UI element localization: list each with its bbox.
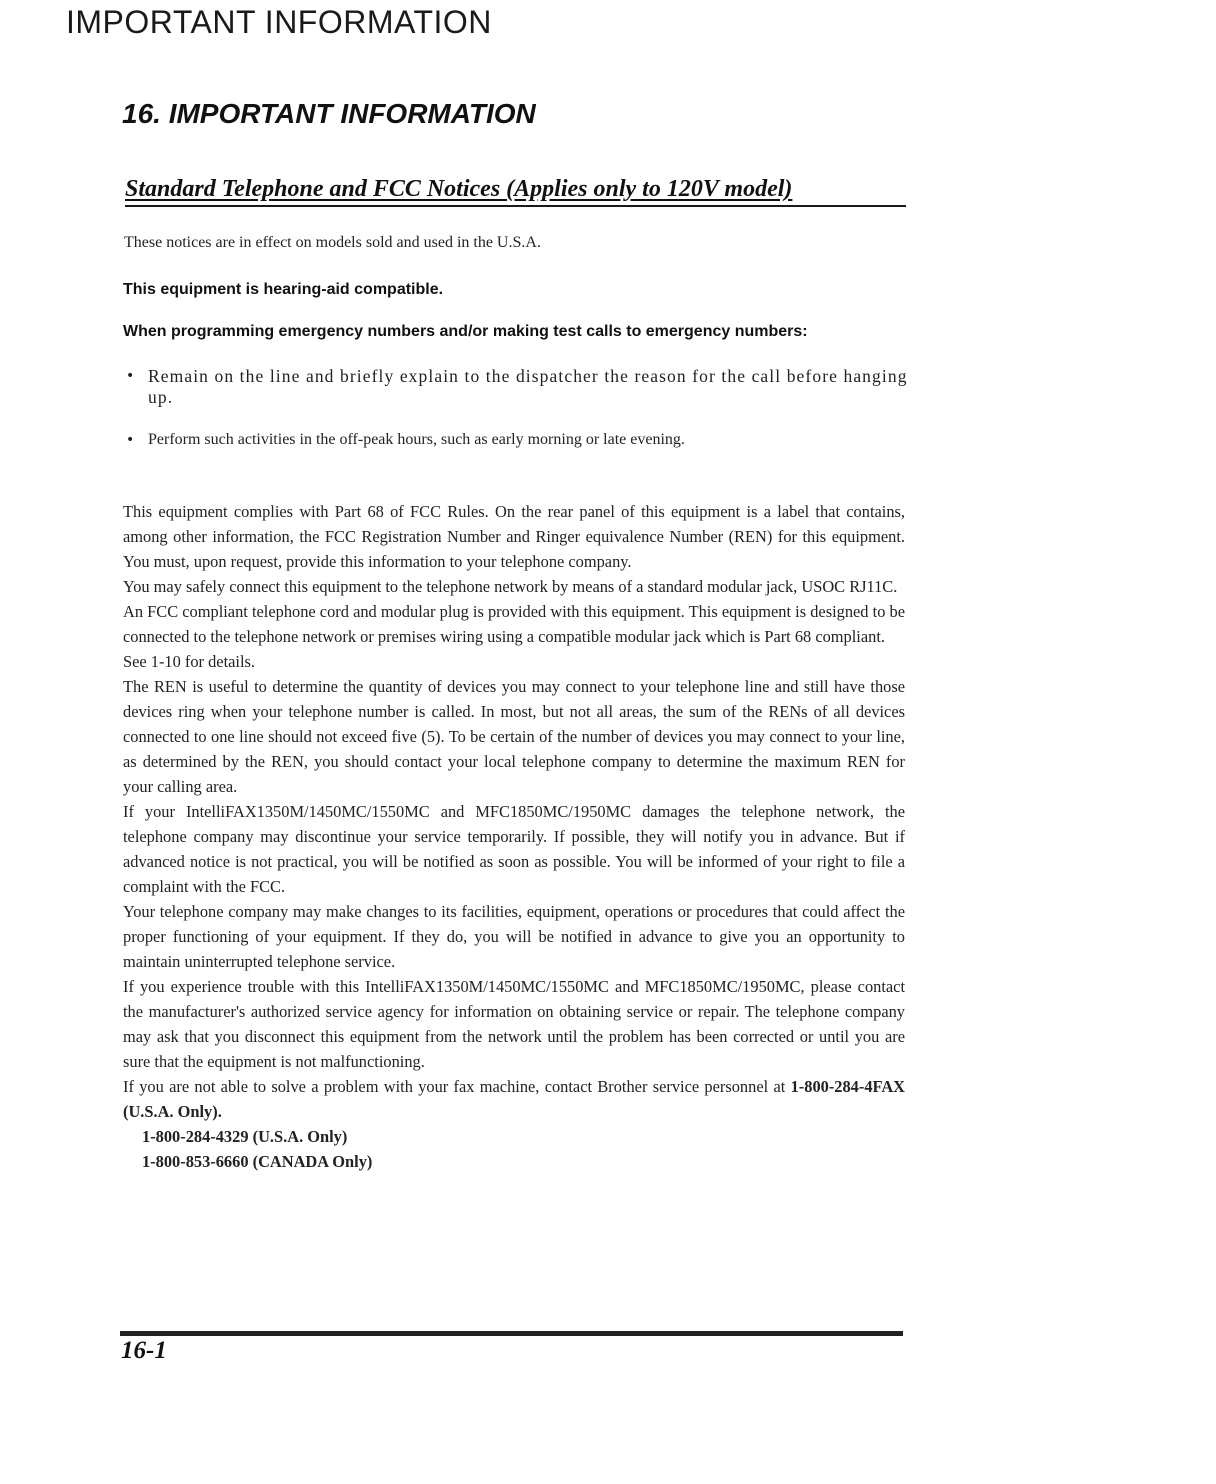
phone-number: 1-800-284-4FAX (U.S.A. Only). [123, 1077, 905, 1121]
fcc-body-text [123, 499, 905, 1174]
paragraph-see-details: See 1-10 for details. [123, 652, 255, 671]
bullet-text: Remain on the line and briefly explain to the dispatcher the reason for the call before hanging up. [148, 366, 908, 407]
section-title: Standard Telephone and FCC Notices (Applies only to 120V model) [125, 176, 906, 207]
paragraph-trouble: If you experience trouble with this IntelliFAX1350M/1450MC/1550MC and MFC1850MC/1950MC, please contact the manufacturer's authorized service agency for information on obtaining service or repair. The telephone company may ask that you disconnect this equipment from the network until the problem has been corrected or until you are sure that the equipment is not malfunctioning. [123, 977, 905, 1071]
running-header: IMPORTANT INFORMATION [66, 4, 492, 40]
phone-number: 1-800-853-6660 (CANADA Only) [142, 1152, 373, 1171]
bullet-icon: • [126, 432, 135, 448]
page-number: 16-1 [121, 1337, 167, 1364]
paragraph-network-damage: If your IntelliFAX1350M/1450MC/1550MC and MFC1850MC/1950MC damages the telephone network, the telephone company may discontinue your service temporarily. If possible, they will notify you in advance. But if advanced notice is not practical, you will be notified as soon as possible. You will be informed of your right to file a complaint with the FCC. [123, 802, 905, 896]
list-item [126, 429, 910, 451]
paragraph-company-changes: Your telephone company may make changes to its facilities, equipment, operations or procedures that could affect the proper functioning of your equipment. If they do, you will be notified in advance to give you an opportunity to maintain uninterrupted telephone service. [123, 902, 905, 971]
list-item [126, 366, 910, 408]
emergency-heading: When programming emergency numbers and/or making test calls to emergency numbers: [123, 323, 808, 340]
paragraph-modular-jack: You may safely connect this equipment to the telephone network by means of a standard modular jack, USOC RJ11C. [123, 577, 898, 596]
contact-text: If you are not able to solve a problem with your fax machine, contact Brother service personnel at [123, 1077, 791, 1096]
paragraph-telephone-cord: An FCC compliant telephone cord and modular plug is provided with this equipment. This equipment is designed to be connected to the telephone network or premises wiring using a compatible modular jack which is Part 68 compliant. [123, 602, 905, 646]
bullet-icon: • [126, 368, 136, 384]
paragraph-contact [123, 1074, 905, 1124]
emergency-bullet-list [126, 366, 910, 451]
bullet-text: Perform such activities in the off-peak hours, such as early morning or late evening. [148, 431, 685, 448]
hearing-aid-notice: This equipment is hearing-aid compatible. [123, 281, 444, 298]
phone-number: 1-800-284-4329 (U.S.A. Only) [142, 1127, 348, 1146]
intro-text: These notices are in effect on models sold and used in the U.S.A. [124, 234, 541, 251]
paragraph-part68: This equipment complies with Part 68 of FCC Rules. On the rear panel of this equipment is a label that contains, among other information, the FCC Registration Number and Ringer equivalence Number (REN) for this equipment. You must, upon request, provide this information to your telephone company. [123, 502, 905, 571]
chapter-title: 16. IMPORTANT INFORMATION [122, 98, 536, 129]
footer-rule [120, 1331, 903, 1336]
paragraph-ren: The REN is useful to determine the quantity of devices you may connect to your telephone line and still have those devices ring when your telephone number is called. In most, but not all areas, the sum of the RENs of all devices connected to one line should not exceed five (5). To be certain of the number of devices you may connect to your line, as determined by the REN, you should contact your local telephone company to determine the maximum REN for your calling area. [123, 677, 905, 796]
